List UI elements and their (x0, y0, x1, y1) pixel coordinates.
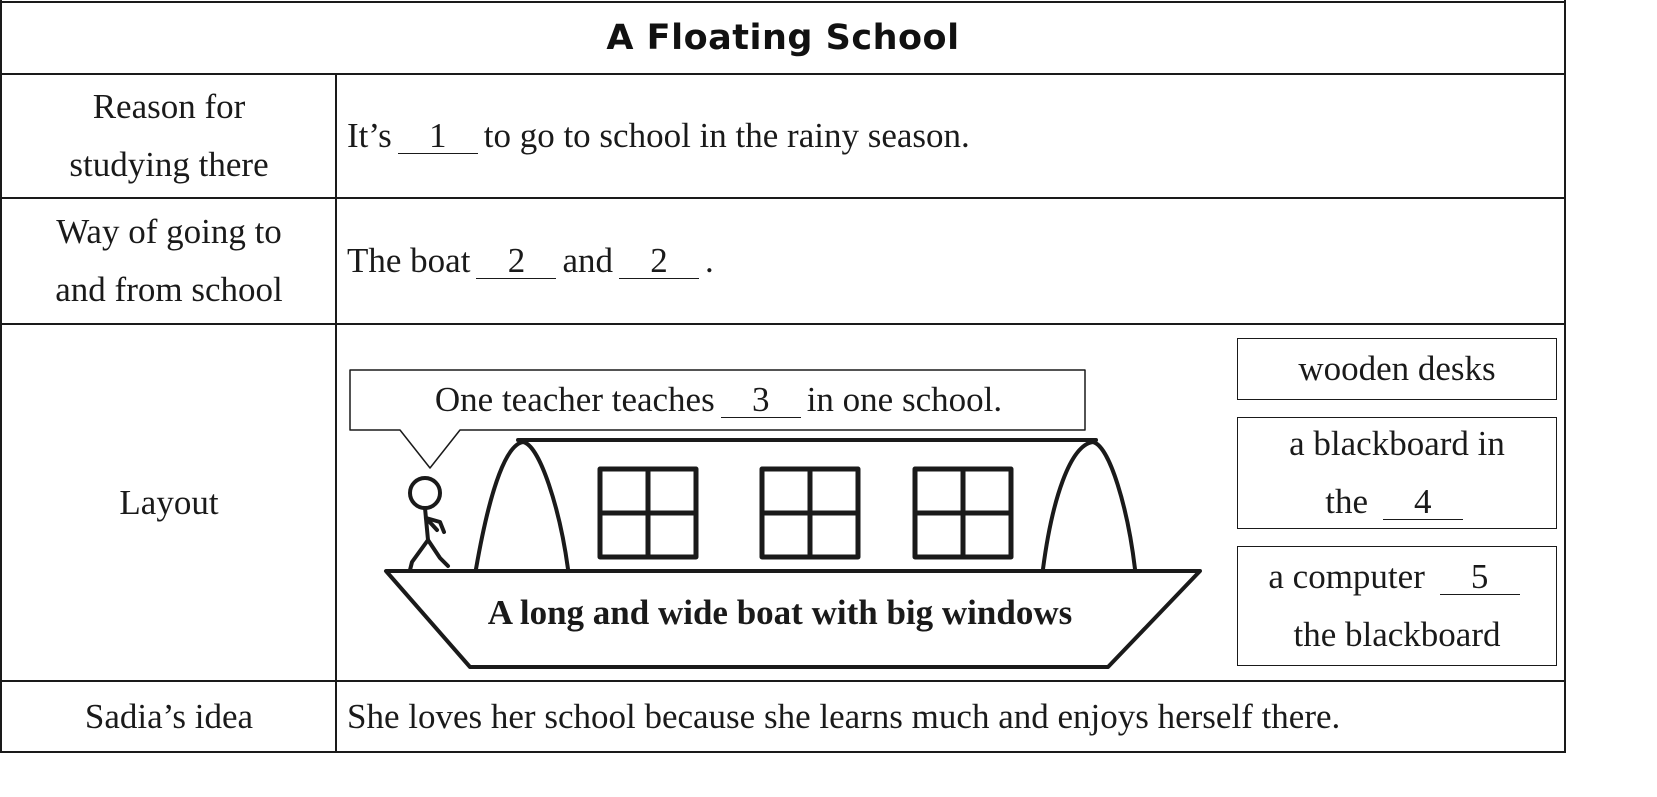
reason-label-line1: Reason for (92, 87, 246, 126)
idea-label: Sadia’s idea (84, 696, 254, 736)
table-title: A Floating School (606, 18, 960, 58)
blackboard-box (1237, 417, 1557, 529)
idea-text: She loves her school because she learns much and enjoys herself there. (347, 696, 1341, 736)
way-label-line1: Way of going to (56, 212, 282, 251)
window (600, 469, 696, 557)
reason-label-line2: studying there (69, 145, 269, 184)
box3-line2: the blackboard (1293, 615, 1501, 654)
back-arch (1043, 442, 1135, 569)
front-arch (476, 442, 568, 569)
blank-4[interactable]: 4 (1383, 485, 1463, 520)
window (915, 469, 1011, 557)
boat-caption: A long and wide boat with big windows (487, 593, 1073, 632)
box2-line2-before: the (1325, 482, 1368, 521)
reason-text-after: to go to school in the rainy season. (483, 116, 970, 155)
computer-box (1237, 546, 1557, 666)
box3-line1 (1268, 548, 1525, 606)
way-text-middle: and (562, 241, 613, 280)
way-text-before: The boat (347, 241, 471, 280)
bubble-text-after: in one school. (806, 380, 1003, 419)
way-label-line2: and from school (55, 270, 283, 309)
blank-3[interactable]: 3 (721, 383, 801, 418)
bubble-text-before: One teacher teaches (434, 380, 715, 419)
blank-1[interactable]: 1 (398, 119, 478, 154)
wooden-desks-box (1237, 338, 1557, 400)
box2-line2 (1325, 473, 1469, 531)
box1-text: wooden desks (1298, 349, 1496, 388)
box2-line1: a blackboard in (1289, 424, 1505, 463)
way-text-after: . (704, 241, 714, 280)
blank-2b[interactable]: 2 (619, 244, 699, 279)
teacher-figure (410, 478, 448, 570)
speech-bubble-text (352, 370, 1085, 430)
blank-2a[interactable]: 2 (476, 244, 556, 279)
box3-line1-before: a computer (1268, 557, 1425, 596)
reason-text-before: It’s (347, 116, 392, 155)
blank-5[interactable]: 5 (1440, 560, 1520, 595)
window (762, 469, 858, 557)
layout-label: Layout (119, 482, 219, 522)
